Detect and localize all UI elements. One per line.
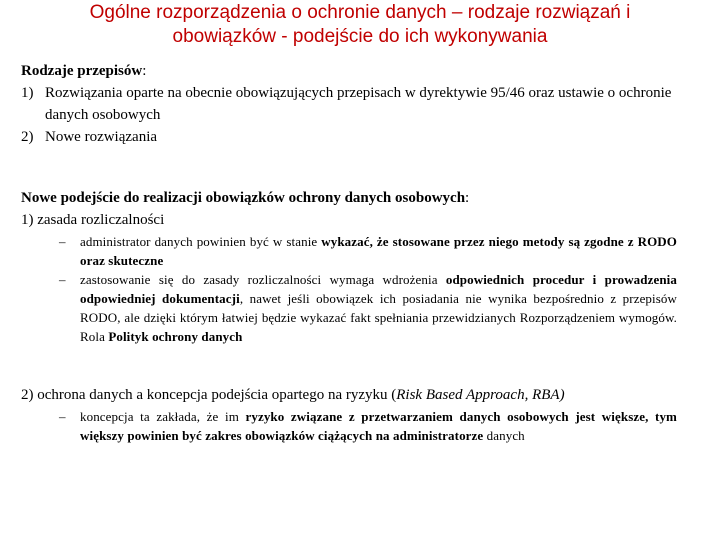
section-risk-based-approach [21,384,691,445]
bullet-list [21,232,691,346]
dash-marker: – [59,272,66,287]
subitem-accountability: 1) zasada rozliczalności [21,212,165,228]
heading-colon: : [142,63,147,79]
section-new-approach [21,187,691,346]
bullet-text-part: administrator danych powinien być w stanie [80,234,322,249]
bullet-item [59,270,677,346]
numbered-item-1 [21,82,691,126]
heading-text: Rodzaje przepisów [21,63,143,79]
heading-colon: : [465,190,470,206]
item-text: Rozwiązania oparte na obecnie obowiązujących przepisach w dyrektywie 95/46 oraz ustawie o ochronie danych osobowych [45,85,672,123]
section-heading [21,187,691,209]
item-text: Nowe rozwiązania [45,129,158,145]
numbered-item-2 [21,126,691,148]
bullet-text-part: , nawet jeśli obowiązek ich posiadania nie wynika bezpośrednio z przepisów RODO, ale dzięki którym łatwiej będzie wykazać fakt spełniania przewidzianych Rozporządzeniem wymogów. Rola [80,291,677,344]
bullet-item [59,407,677,445]
bullet-text [80,270,677,346]
bullet-text [80,407,677,445]
bullet-list [21,407,691,445]
bullet-text-bold: wykazać, że stosowane przez niego metody są zgodne z RODO oraz skuteczne [80,234,677,268]
bullet-text-part: zastosowanie się do zasady rozliczalności wymaga wdrożenia [80,272,446,287]
bullet-item [59,232,677,270]
subitem-text: 2) ochrona danych a koncepcja podejścia opartego na ryzyku ( [21,387,397,403]
dash-marker: – [59,234,66,249]
item-number: 1) [21,85,34,101]
bullet-text-bold: odpowiednich procedur i prowadzenia odpowiedniej dokumentacji [80,272,677,306]
bullet-text [80,232,677,270]
bullet-text-part: danych [483,428,525,443]
heading-text: Nowe podejście do realizacji obowiązków ochrony danych osobowych [21,190,466,206]
bullet-text-bold: ryzyko związane z przetwarzaniem danych osobowych jest większe, tym większy powinien być zakres obowiązków ciążących na administratorze [80,409,677,443]
slide-title-line-1: Ogólne rozporządzenia o ochronie danych – rodzaje rozwiązań i [89,2,631,23]
slide-title-line-2: obowiązków - podejście do ich wykonywania [172,26,548,47]
section-regulation-types [21,60,691,148]
section-heading [21,60,691,82]
subitem-risk-based [21,384,691,406]
dash-marker: – [59,409,66,424]
slide-title [10,1,710,49]
bullet-text-bold: Polityk ochrony danych [108,329,243,344]
subitem-italic-text: Risk Based Approach, RBA) [396,387,565,403]
item-number: 2) [21,129,34,145]
bullet-text-part: koncepcja ta zakłada, że im [80,409,246,424]
